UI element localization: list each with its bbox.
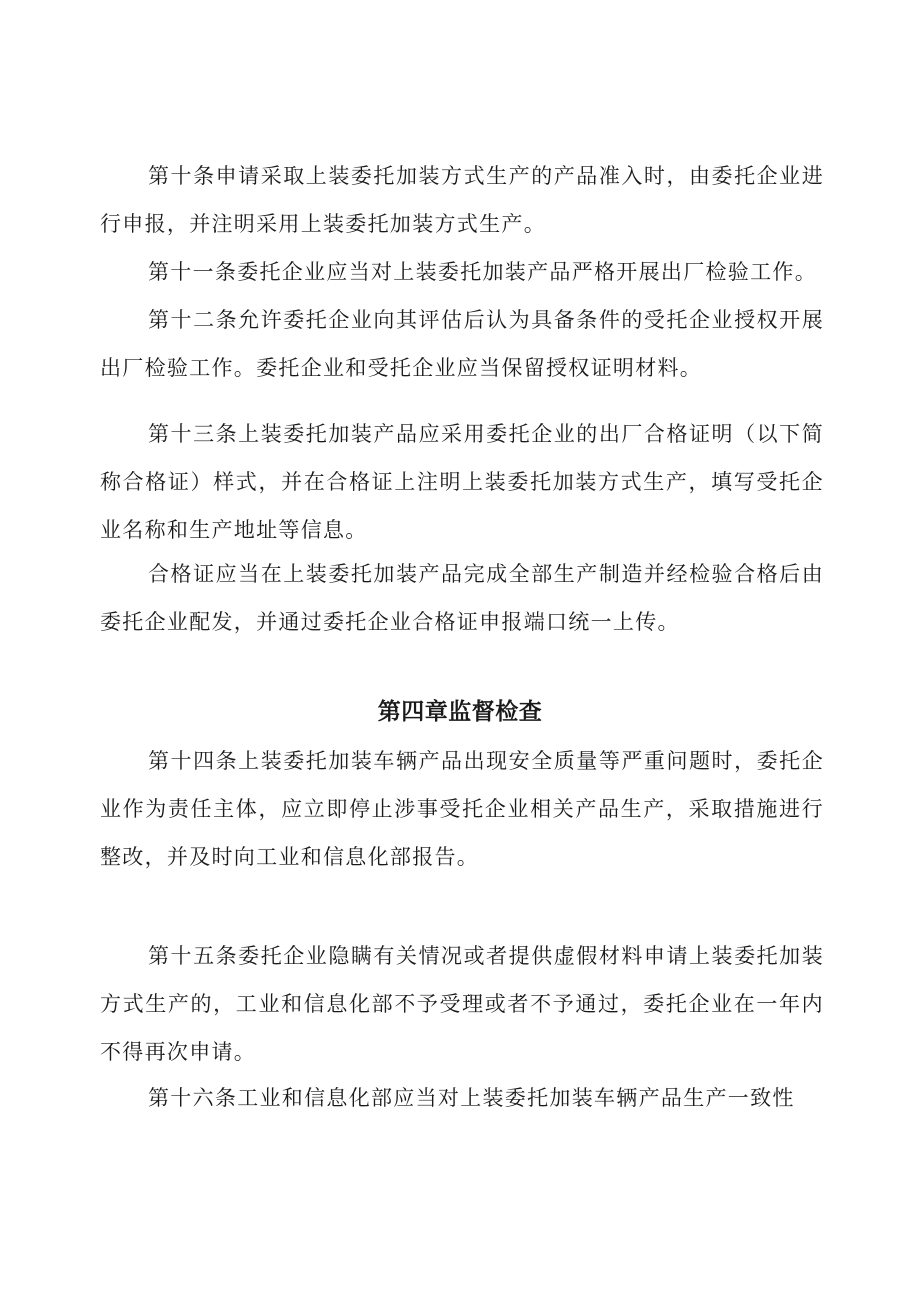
certificate-paragraph: 合格证应当在上装委托加装产品完成全部生产制造并经检验合格后由委托企业配发，并通过委托企业合格证申报端口统一上传。: [100, 562, 824, 634]
article-10-paragraph: 第十条申请采取上装委托加装方式生产的产品准入时，由委托企业进行申报，并注明采用上装委托加装方式生产。: [100, 164, 824, 236]
article-16-paragraph: 第十六条工业和信息化部应当对上装委托加装车辆产品生产一致性: [148, 1086, 795, 1110]
article-14-paragraph: 第十四条上装委托加装车辆产品出现安全质量等严重问题时，委托企业作为责任主体，应立即停止涉事受托企业相关产品生产，采取措施进行整改，并及时向工业和信息化部报告。: [100, 749, 824, 869]
article-11-paragraph: 第十一条委托企业应当对上装委托加装产品严格开展出厂检验工作。: [148, 260, 817, 284]
article-13-paragraph: 第十三条上装委托加装产品应采用委托企业的出厂合格证明（以下简称合格证）样式，并在合格证上注明上装委托加装方式生产，填写受托企业名称和生产地址等信息。: [100, 422, 824, 542]
article-12-paragraph: 第十二条允许委托企业向其评估后认为具备条件的受托企业授权开展出厂检验工作。委托企业和受托企业应当保留授权证明材料。: [100, 308, 824, 380]
chapter-heading: 第四章监督检查: [377, 699, 543, 725]
article-15-paragraph: 第十五条委托企业隐瞒有关情况或者提供虚假材料申请上装委托加装方式生产的，工业和信息化部不予受理或者不予通过，委托企业在一年内不得再次申请。: [100, 944, 824, 1064]
